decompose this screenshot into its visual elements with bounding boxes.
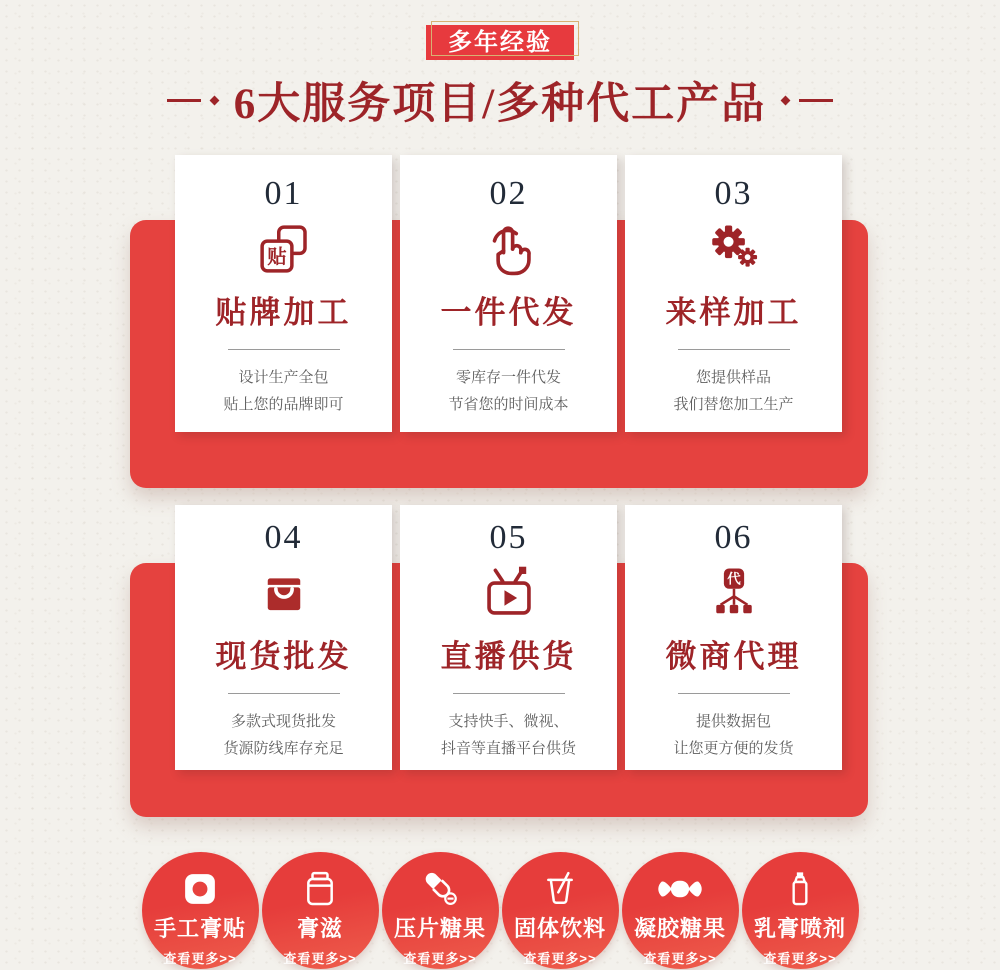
agent-char: 代 <box>726 571 741 587</box>
desc-line: 支持快手、微视、 <box>448 713 569 730</box>
gears-icon <box>625 217 842 281</box>
see-more-link[interactable]: 查看更多>> <box>643 951 717 966</box>
product-label: 固体饮料 <box>513 916 606 941</box>
see-more-link[interactable]: 查看更多>> <box>763 951 837 966</box>
card-title: 直播供货 <box>440 639 577 674</box>
service-card-06 <box>625 505 842 770</box>
experience-badge-label: 多年经验 <box>448 29 552 56</box>
desc-line: 贴上您的品牌即可 <box>223 396 344 413</box>
label-sticker-icon <box>175 217 392 281</box>
drink-cup-icon <box>502 867 619 911</box>
desc-line: 让您更方便的发货 <box>673 740 794 757</box>
diamond-dot-icon <box>781 96 791 106</box>
card-title: 来样加工 <box>665 295 802 330</box>
candy-icon <box>622 867 739 911</box>
service-cards-row-2 <box>175 505 842 770</box>
desc-line: 货源防线库存充足 <box>223 740 344 757</box>
diamond-dot-icon <box>209 96 219 106</box>
desc-line: 多款式现货批发 <box>230 713 336 730</box>
card-title: 贴牌加工 <box>215 295 352 330</box>
product-circle-tablet-candy[interactable] <box>382 852 499 969</box>
desc-line: 我们替您加工生产 <box>673 396 794 413</box>
jar-icon <box>262 867 379 911</box>
service-cards-row-1 <box>175 155 842 432</box>
capsule-icon <box>382 867 499 911</box>
card-number: 04 <box>264 519 303 556</box>
card-divider <box>453 349 565 350</box>
service-card-02 <box>400 155 617 432</box>
card-number: 01 <box>264 175 303 212</box>
card-number: 06 <box>714 519 753 556</box>
product-label: 膏滋 <box>296 916 343 941</box>
see-more-link[interactable]: 查看更多>> <box>403 951 477 966</box>
page-title: 6大服务项目/多种代工产品 <box>233 81 767 128</box>
card-description <box>400 364 617 418</box>
product-label: 压片糖果 <box>393 916 486 941</box>
see-more-link[interactable]: 查看更多>> <box>523 951 597 966</box>
card-description <box>175 708 392 762</box>
patch-icon <box>142 867 259 911</box>
card-title: 一件代发 <box>440 295 577 330</box>
service-card-03 <box>625 155 842 432</box>
card-divider <box>678 693 790 694</box>
service-card-04 <box>175 505 392 770</box>
card-description <box>400 708 617 762</box>
service-card-05 <box>400 505 617 770</box>
card-number: 02 <box>489 175 528 212</box>
sticker-char: 贴 <box>266 247 287 268</box>
product-circle-solid-drink[interactable] <box>502 852 619 969</box>
card-title: 微商代理 <box>665 639 802 674</box>
agent-network-icon <box>625 561 842 625</box>
product-circles-row <box>0 852 1000 969</box>
desc-line: 零库存一件代发 <box>455 369 561 386</box>
product-circle-gel-candy[interactable] <box>622 852 739 969</box>
desc-line: 您提供样品 <box>695 369 771 386</box>
card-title: 现货批发 <box>215 639 352 674</box>
desc-line: 设计生产全包 <box>238 369 329 386</box>
title-right-decor <box>782 97 833 104</box>
card-description <box>175 364 392 418</box>
spray-bottle-icon <box>742 867 859 911</box>
product-circle-paste[interactable] <box>262 852 379 969</box>
card-divider <box>228 693 340 694</box>
see-more-link[interactable]: 查看更多>> <box>163 951 237 966</box>
card-number: 03 <box>714 175 753 212</box>
title-left-decor <box>167 97 218 104</box>
card-number: 05 <box>489 519 528 556</box>
section-title-row <box>0 70 1000 131</box>
product-circle-handmade-plaster[interactable] <box>142 852 259 969</box>
service-card-01 <box>175 155 392 432</box>
live-tv-icon <box>400 561 617 625</box>
card-divider <box>678 349 790 350</box>
card-divider <box>228 349 340 350</box>
desc-line: 节省您的时间成本 <box>448 396 569 413</box>
product-label: 凝胶糖果 <box>633 916 726 941</box>
desc-line: 抖音等直播平台供货 <box>440 740 576 757</box>
experience-badge <box>426 25 574 60</box>
dash-icon <box>799 99 833 102</box>
card-description <box>625 708 842 762</box>
card-divider <box>453 693 565 694</box>
product-label: 乳膏喷剂 <box>753 916 846 941</box>
desc-line: 提供数据包 <box>695 713 771 730</box>
see-more-link[interactable]: 查看更多>> <box>283 951 357 966</box>
shopping-bag-icon <box>175 561 392 625</box>
product-label: 手工膏贴 <box>153 916 246 941</box>
click-hand-icon <box>400 217 617 281</box>
dash-icon <box>167 99 201 102</box>
card-description <box>625 364 842 418</box>
product-circle-cream-spray[interactable] <box>742 852 859 969</box>
